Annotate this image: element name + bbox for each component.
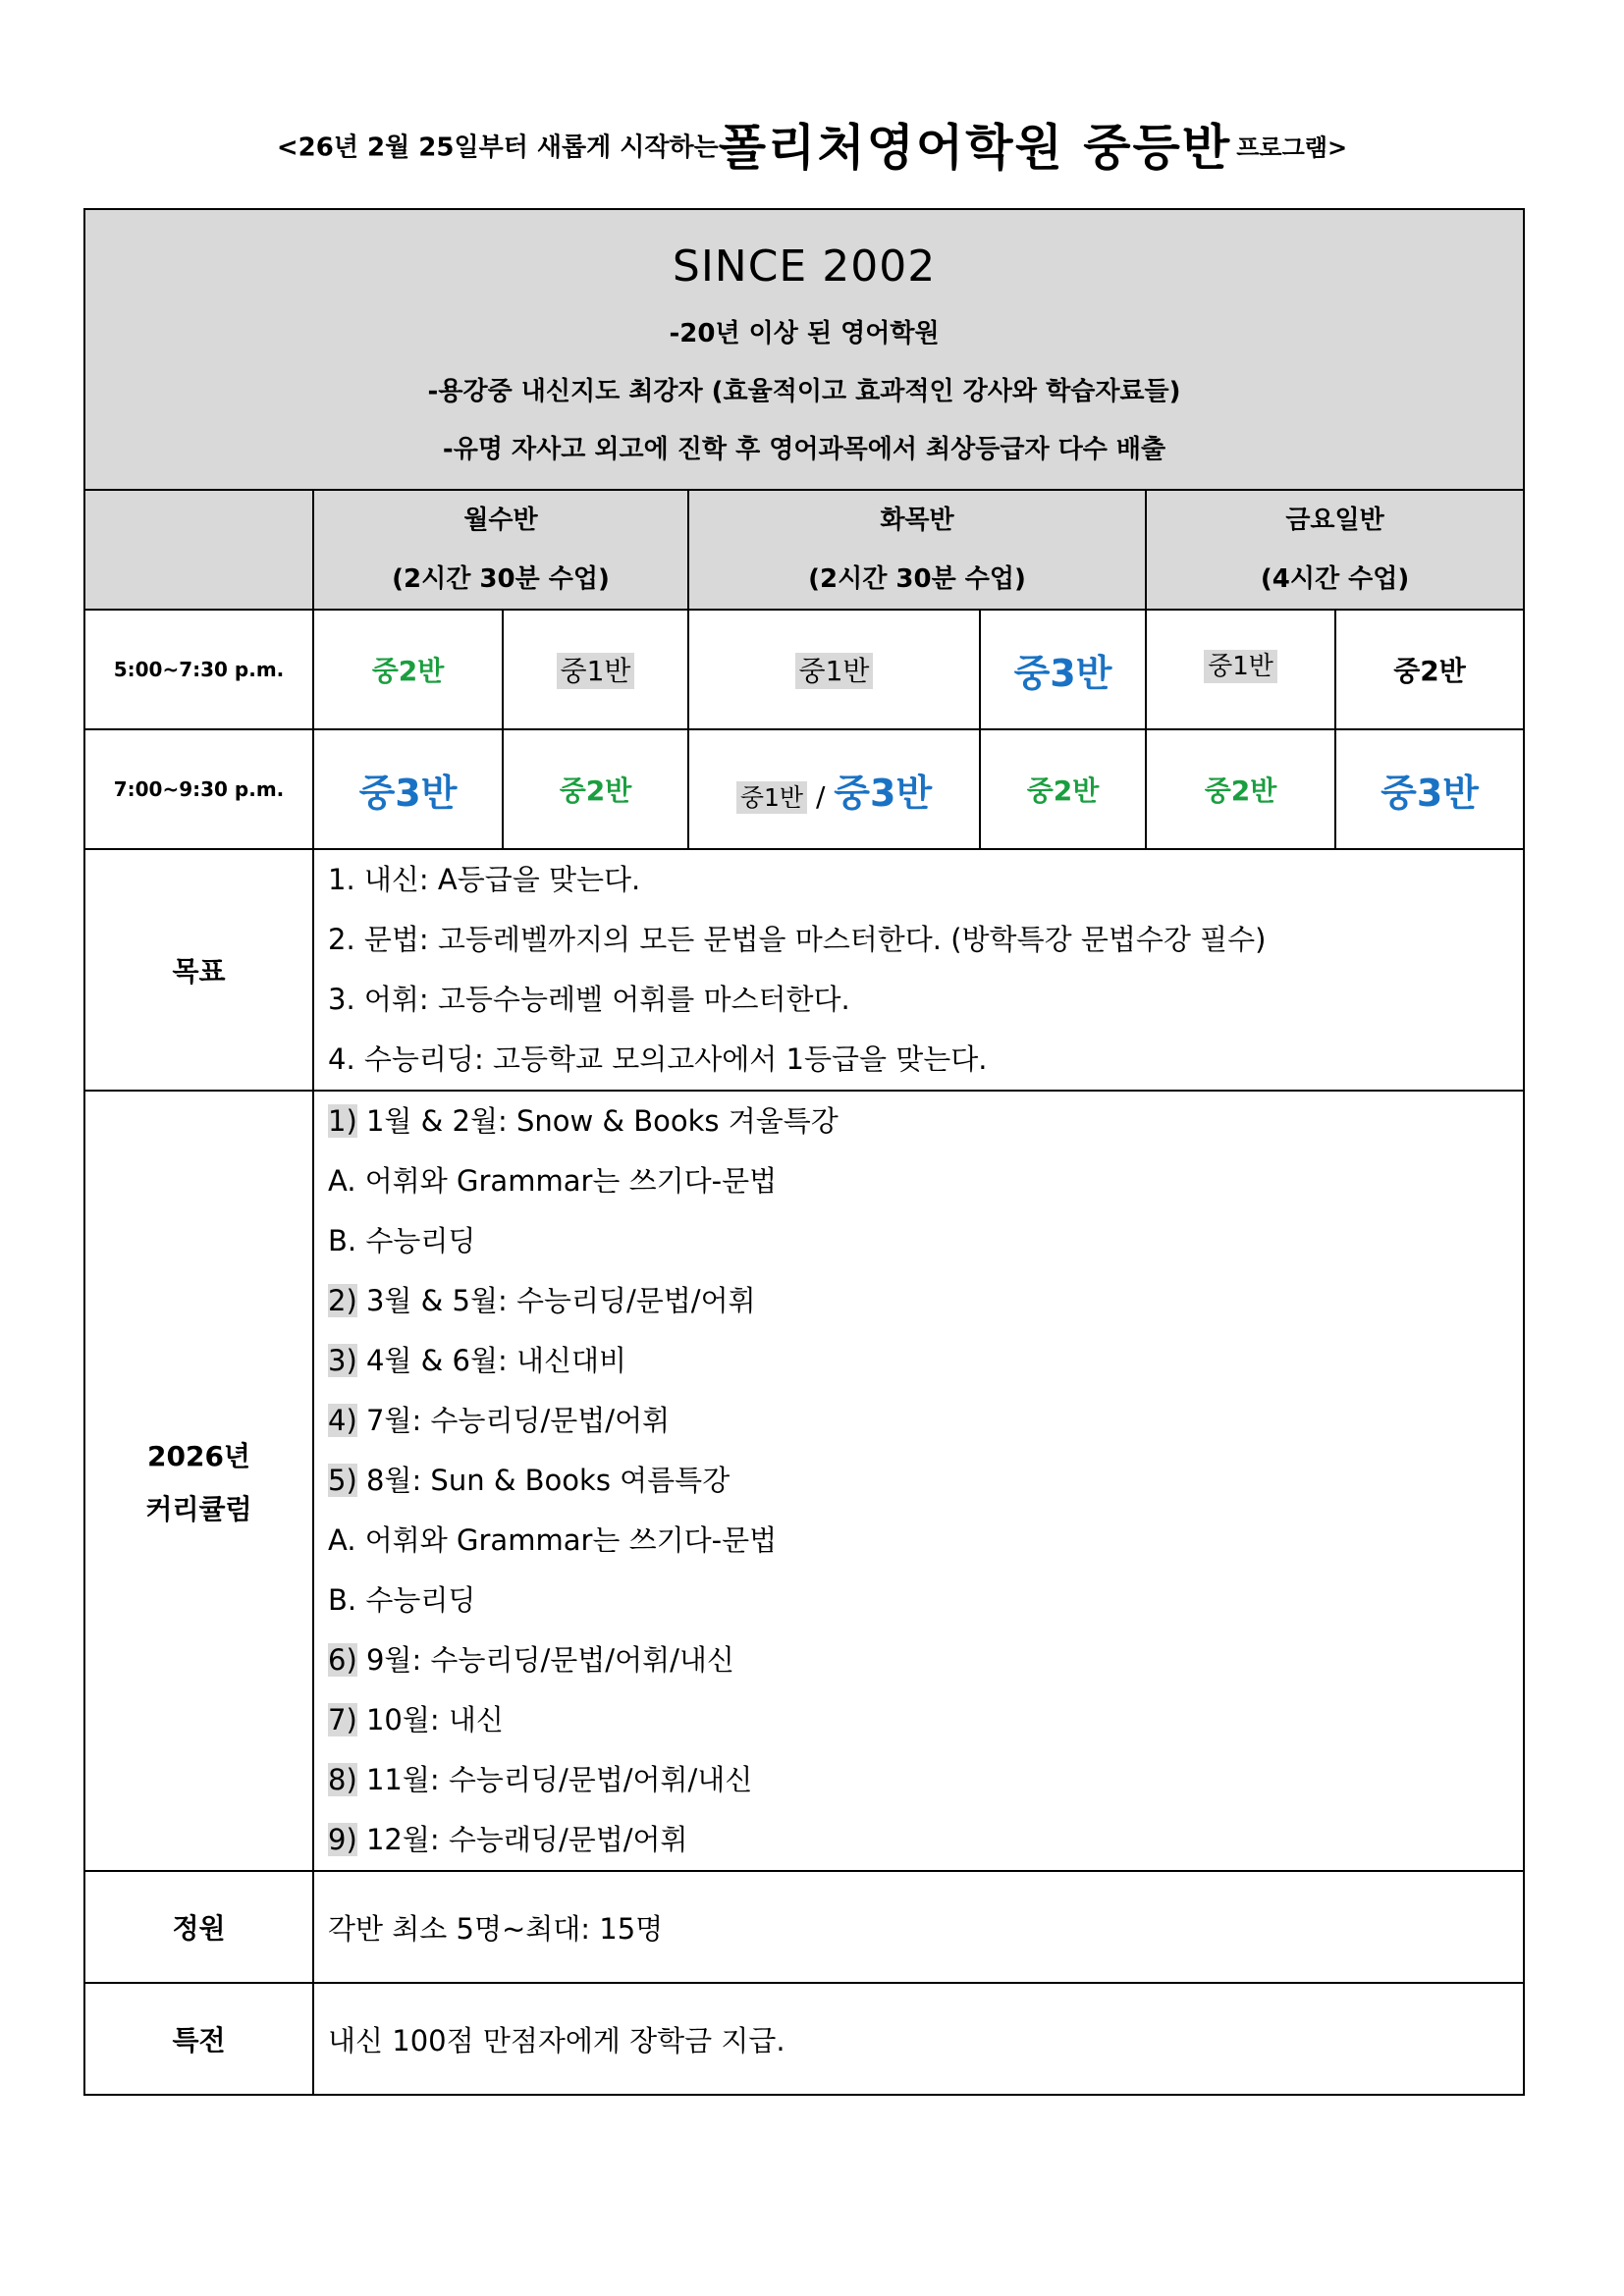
curriculum-item: [328, 1511, 1523, 1571]
document-title: [0, 118, 1624, 178]
item-text: 4월 & 6월: 내신대비: [356, 1344, 627, 1377]
class-separator: /: [815, 779, 826, 813]
class-label: 중2반: [1204, 774, 1277, 807]
class-label: 중1반: [795, 653, 874, 689]
curriculum-year: 2026년: [147, 1439, 250, 1472]
item-text: 1월 & 2월: Snow & Books 겨울특강: [356, 1104, 839, 1138]
curriculum-item: [328, 1451, 1523, 1511]
item-text: 7월: 수능리딩/문법/어휘: [356, 1404, 671, 1437]
item-text: 10월: 내신: [356, 1703, 504, 1736]
class-cell: [1146, 729, 1335, 849]
class-cell: [1146, 610, 1335, 729]
item-text: A. 어휘와 Grammar는 쓰기다-문법: [328, 1523, 778, 1557]
class-cell: [980, 729, 1146, 849]
capacity-label: 정원: [84, 1871, 313, 1983]
item-number: 5): [328, 1464, 357, 1497]
academy-name: 폴리처영어학원 중등반: [718, 119, 1232, 177]
curriculum-item: [328, 1810, 1523, 1870]
goals-list: [313, 849, 1524, 1091]
curriculum-item: [328, 1750, 1523, 1810]
class-label: 중3반: [834, 771, 933, 815]
class-label: 중1반: [1204, 650, 1277, 683]
item-text: A. 어휘와 Grammar는 쓰기다-문법: [328, 1164, 778, 1198]
column-duration: (2시간 30분 수업): [392, 564, 610, 594]
curriculum-list: [313, 1091, 1524, 1871]
time-slot-2: 7:00~9:30 p.m.: [84, 729, 313, 849]
class-cell: [503, 729, 688, 849]
class-cell: [503, 610, 688, 729]
class-cell: [688, 729, 980, 849]
item-number: 8): [328, 1763, 357, 1796]
curriculum-item: [328, 1391, 1523, 1451]
curriculum-item: [328, 1630, 1523, 1690]
item-text: 12월: 수능래딩/문법/어휘: [356, 1823, 688, 1856]
program-table: [83, 208, 1525, 2096]
intro-section: [84, 209, 1524, 490]
capacity-text: 각반 최소 5명~최대: 15명: [313, 1871, 1524, 1983]
item-text: 11월: 수능리딩/문법/어휘/내신: [356, 1763, 753, 1796]
class-cell: [313, 610, 503, 729]
class-cell: [1335, 610, 1524, 729]
class-label: 중3반: [1013, 651, 1112, 695]
class-label: 중2반: [1393, 655, 1466, 687]
curriculum-item: [328, 1151, 1523, 1211]
curriculum-item: [328, 1211, 1523, 1271]
goal-item: 3. 어휘: 고등수능레벨 어휘를 마스터한다.: [328, 983, 850, 1016]
curriculum-item: [328, 1690, 1523, 1750]
column-header-mon-wed: [313, 490, 688, 610]
intro-line-1: -20년 이상 된 영어학원: [669, 319, 940, 348]
item-number: 4): [328, 1404, 357, 1437]
item-number: 7): [328, 1703, 357, 1736]
class-cell: [688, 610, 980, 729]
curriculum-item: [328, 1092, 1523, 1151]
class-label: 중2반: [371, 655, 445, 687]
class-label: 중3반: [358, 771, 458, 815]
curriculum-item: [328, 1571, 1523, 1630]
goals-label: 목표: [84, 849, 313, 1091]
item-number: 9): [328, 1823, 357, 1856]
intro-line-2: -용강중 내신지도 최강자 (효율적이고 효과적인 강사와 학습자료들): [427, 377, 1181, 406]
item-number: 1): [328, 1104, 357, 1138]
column-duration: (2시간 30분 수업): [808, 564, 1026, 594]
class-cell: [1335, 729, 1524, 849]
intro-line-3: -유명 자사고 외고에 진학 후 영어과목에서 최상등급자 다수 배출: [442, 435, 1166, 464]
title-prefix: <26년 2월 25일부터 새롭게 시작하는: [276, 133, 719, 163]
corner-cell: [84, 490, 313, 610]
item-text: 8월: Sun & Books 여름특강: [356, 1464, 731, 1497]
column-duration: (4시간 수업): [1260, 564, 1410, 594]
class-cell: [980, 610, 1146, 729]
item-text: 3월 & 5월: 수능리딩/문법/어휘: [356, 1284, 756, 1317]
class-label: 중1반: [557, 653, 635, 689]
column-name: 월수반: [463, 506, 538, 535]
goal-item: 2. 문법: 고등레벨까지의 모든 문법을 마스터한다. (방학특강 문법수강 필수): [328, 923, 1267, 956]
item-text: 9월: 수능리딩/문법/어휘/내신: [356, 1643, 734, 1677]
curriculum-label: [84, 1091, 313, 1871]
class-cell: [313, 729, 503, 849]
curriculum-item: [328, 1271, 1523, 1331]
goal-item: 4. 수능리딩: 고등학교 모의고사에서 1등급을 맞는다.: [328, 1042, 988, 1076]
class-label: 중1반: [736, 781, 807, 814]
class-label: 중2반: [559, 774, 632, 807]
benefit-label: 특전: [84, 1983, 313, 2095]
column-header-friday: [1146, 490, 1524, 610]
item-number: 2): [328, 1284, 357, 1317]
column-name: 금요일반: [1285, 506, 1384, 535]
curriculum-title: 커리큘럼: [145, 1492, 252, 1525]
column-name: 화목반: [880, 506, 954, 535]
item-number: 6): [328, 1643, 357, 1677]
curriculum-item: [328, 1331, 1523, 1391]
goal-item: 1. 내신: A등급을 맞는다.: [328, 863, 641, 896]
benefit-text: 내신 100점 만점자에게 장학금 지급.: [313, 1983, 1524, 2095]
title-suffix: 프로그램>: [1236, 133, 1348, 162]
class-label: 중3반: [1380, 771, 1479, 815]
class-label: 중2반: [1026, 774, 1100, 807]
column-header-tue-thu: [688, 490, 1146, 610]
item-number: 3): [328, 1344, 357, 1377]
item-text: B. 수능리딩: [328, 1583, 476, 1617]
item-text: B. 수능리딩: [328, 1224, 476, 1257]
time-slot-1: 5:00~7:30 p.m.: [84, 610, 313, 729]
since-heading: SINCE 2002: [672, 241, 937, 292]
